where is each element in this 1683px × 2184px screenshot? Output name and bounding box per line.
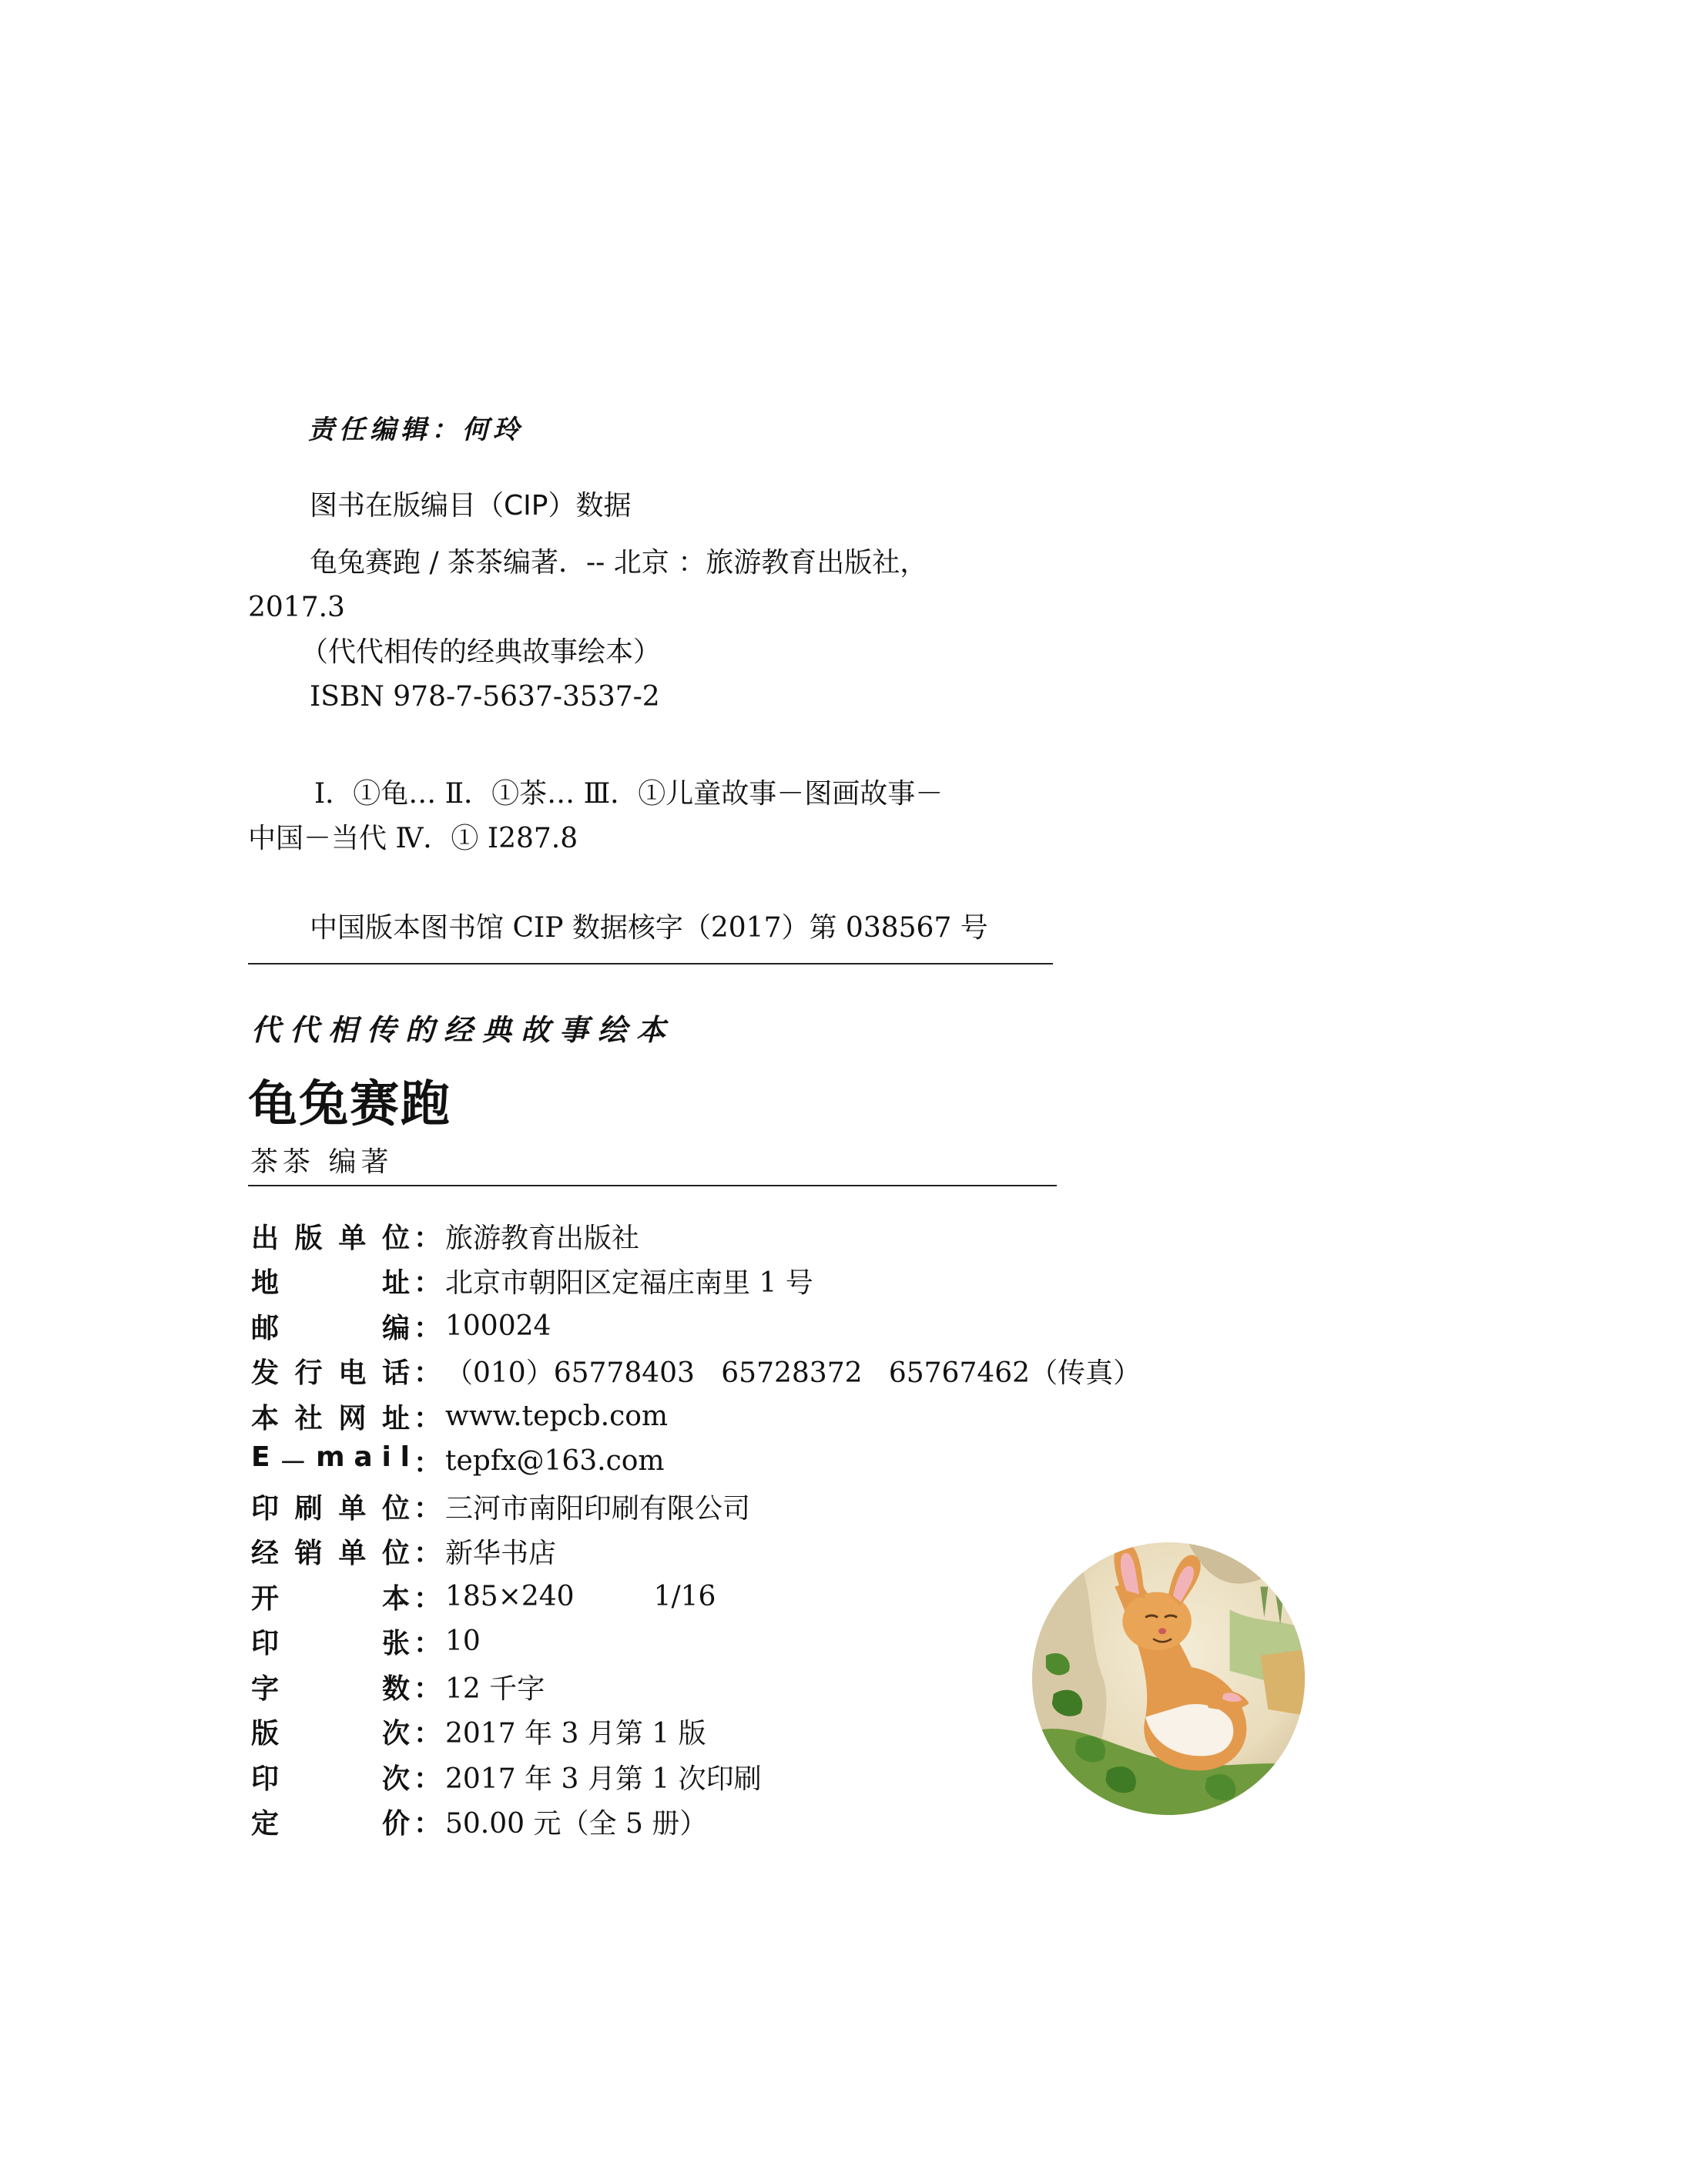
info-label: 开 本 <box>251 1582 410 1615</box>
info-colon: ： <box>413 1538 441 1570</box>
cip-isbn: ISBN 978-7-5637-3537-2 <box>310 681 660 713</box>
info-row <box>251 1529 1141 1575</box>
info-label: 字 数 <box>251 1672 410 1705</box>
info-value: 100024 <box>445 1310 552 1342</box>
info-row <box>251 1800 1141 1845</box>
info-label: 经 销 单 位 <box>251 1538 410 1570</box>
info-value: 北京市朝阳区定福庄南里 1 号 <box>445 1267 813 1300</box>
info-row <box>251 1754 1141 1800</box>
info-colon: ： <box>413 1267 441 1300</box>
info-label: E － m a i l <box>251 1441 410 1480</box>
info-label: 邮 编 <box>251 1312 410 1344</box>
info-row <box>251 1619 1141 1665</box>
info-value: 新华书店 <box>445 1538 557 1570</box>
info-label: 定 价 <box>251 1808 410 1840</box>
publication-info <box>251 1213 1141 1844</box>
info-label: 印 刷 单 位 <box>251 1492 410 1525</box>
info-value: 185×240 1/16 <box>445 1580 716 1612</box>
info-value: www.tepcb.com <box>445 1400 669 1432</box>
info-colon: ： <box>413 1672 441 1705</box>
info-colon: ： <box>413 1492 441 1525</box>
info-value: （010）65778403 65728372 65767462（传真） <box>445 1357 1142 1390</box>
info-label: 本 社 网 址 <box>251 1402 410 1434</box>
info-label: 印 张 <box>251 1628 410 1660</box>
info-colon: ： <box>413 1312 441 1344</box>
cip-series-line: （代代相传的经典故事绘本） <box>300 636 662 668</box>
info-label: 发 行 电 话 <box>251 1357 410 1390</box>
cip-heading: 图书在版编目（CIP）数据 <box>310 490 632 522</box>
info-value: 2017 年 3 月第 1 次印刷 <box>445 1763 762 1795</box>
info-label: 地 址 <box>251 1267 410 1300</box>
info-colon: ： <box>413 1628 441 1660</box>
illustration-sleeping-rabbit <box>1031 1541 1306 1817</box>
info-label: 印 次 <box>251 1763 410 1795</box>
info-colon: ： <box>413 1808 441 1840</box>
info-row <box>251 1213 1141 1259</box>
cip-classification-1: Ⅰ．①龟… Ⅱ．①茶… Ⅲ．①儿童故事－图画故事－ <box>314 778 944 810</box>
info-row <box>251 1303 1141 1349</box>
cip-line-2: 2017.3 <box>248 592 345 623</box>
info-row <box>251 1574 1141 1619</box>
info-row <box>251 1394 1141 1439</box>
info-colon: ： <box>413 1402 441 1434</box>
info-value: 10 <box>445 1625 481 1658</box>
book-title: 龟兔赛跑 <box>248 1075 451 1133</box>
info-row <box>251 1349 1141 1394</box>
divider-bottom <box>248 1185 1057 1186</box>
cip-record-number: 中国版本图书馆 CIP 数据核字（2017）第 038567 号 <box>310 912 988 944</box>
info-colon: ： <box>413 1448 441 1480</box>
responsible-editor: 责任编辑：何玲 <box>308 414 524 445</box>
info-row <box>251 1709 1141 1755</box>
info-value: 12 千字 <box>445 1672 545 1705</box>
info-row <box>251 1664 1141 1709</box>
info-row <box>251 1259 1141 1304</box>
series-title: 代代相传的经典故事绘本 <box>251 1012 676 1047</box>
info-row <box>251 1484 1141 1529</box>
info-value: 2017 年 3 月第 1 版 <box>445 1718 706 1750</box>
info-label: 出 版 单 位 <box>251 1222 410 1254</box>
cip-classification-2: 中国－当代 Ⅳ．① I287.8 <box>248 823 578 854</box>
info-colon: ： <box>413 1357 441 1390</box>
info-row <box>251 1439 1141 1485</box>
info-colon: ： <box>413 1222 441 1254</box>
info-value: tepfx@163.com <box>445 1445 665 1478</box>
book-author: 茶茶 编著 <box>250 1146 394 1178</box>
info-colon: ： <box>413 1718 441 1750</box>
info-label: 版 次 <box>251 1718 410 1750</box>
divider-top <box>248 963 1053 965</box>
info-colon: ： <box>413 1763 441 1795</box>
info-colon: ： <box>413 1582 441 1615</box>
info-value: 三河市南阳印刷有限公司 <box>445 1492 751 1525</box>
info-value: 旅游教育出版社 <box>445 1222 640 1254</box>
cip-line-1: 龟兔赛跑 / 茶茶编著．-- 北京 ：旅游教育出版社， <box>310 547 928 579</box>
info-value: 50.00 元（全 5 册） <box>445 1808 708 1840</box>
